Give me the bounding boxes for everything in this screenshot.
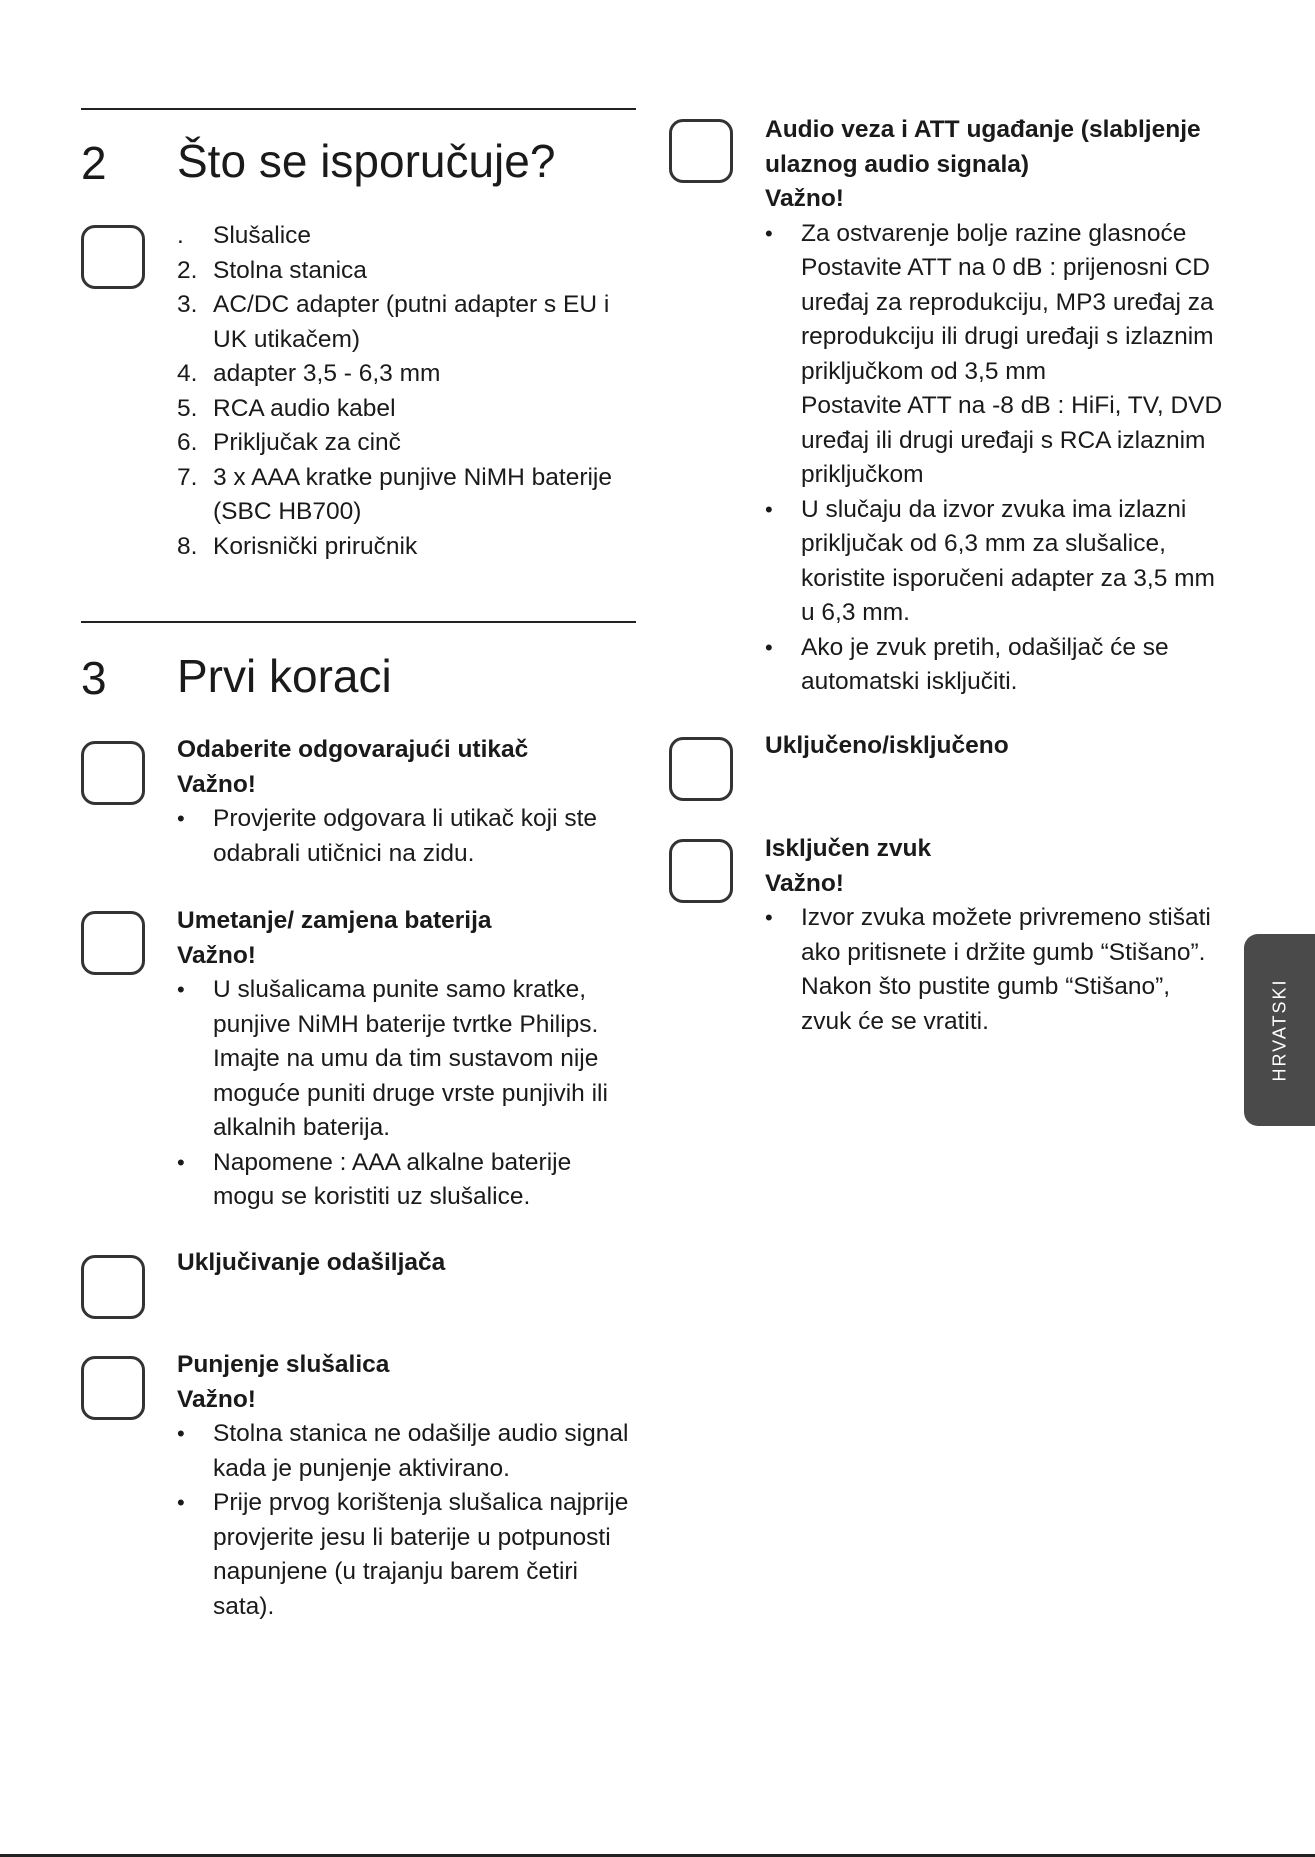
battery-bullet: • U slušalicama punite samo kratke, punjive NiMH baterije tvrtke Philips. Imajte na umu da tim sustavom nije moguće puniti druge vrste punjivih ili alkalnih baterija. — [177, 973, 637, 1146]
plug-checkbox-icon — [81, 741, 145, 805]
contents-item-text: Stolna stanica — [213, 256, 367, 284]
charging-section — [177, 1348, 637, 1624]
mute-bullet: • Izvor zvuka možete privremeno stišati ako pritisnete i držite gumb “Stišano”. Nakon što pustite gumb “Stišano”, zvuk će se vratiti. — [765, 901, 1225, 1039]
battery-important: Važno! — [177, 941, 256, 969]
contents-item-text: 3 x AAA kratke punjive NiMH baterije (SBC HB700) — [213, 463, 612, 525]
contents-item — [177, 288, 637, 357]
mute-section — [765, 832, 1225, 1039]
audio-bullet: • U slučaju da izvor zvuka ima izlazni priključak od 6,3 mm za slušalice, koristite isporučeni adapter za 3,5 mm u 6,3 mm. — [765, 493, 1225, 631]
contents-item-number: 7. — [177, 463, 198, 491]
contents-item-text: Priključak za cinč — [213, 429, 401, 456]
section-3-title: Prvi koraci — [177, 650, 392, 702]
audio-bullet-line: Postavite ATT na 0 dB : prijenosni CD uređaj za reprodukciju, MP3 uređaj za reprodukciju ili drugi uređaji s izlaznim priključkom od 3,5 mm — [801, 254, 1214, 385]
plug-bullet: • Provjerite odgovara li utikač koji ste odabrali utičnici na zidu. — [177, 802, 637, 871]
contents-item — [177, 461, 637, 530]
onoff-section — [765, 729, 1225, 764]
battery-section — [177, 904, 637, 1215]
transmitter-checkbox-icon — [81, 1255, 145, 1319]
mute-important: Važno! — [765, 869, 844, 897]
language-tab — [1244, 934, 1315, 1126]
contents-list — [177, 219, 637, 564]
contents-item-text: Slušalice — [213, 222, 312, 249]
contents-item — [177, 392, 637, 427]
mute-heading: Isključen zvuk — [765, 835, 932, 862]
section-2-title: Što se isporučuje? — [177, 135, 556, 187]
plug-section — [177, 733, 637, 871]
section-2-rule — [81, 108, 636, 110]
contents-item-number: 8. — [177, 532, 198, 560]
contents-item-text: RCA audio kabel — [213, 394, 396, 422]
audio-heading: Audio veza i ATT ugađanje (slabljenje ulaznog audio signala) — [765, 116, 1201, 178]
battery-bullet: • Napomene : AAA alkalne baterije mogu se koristiti uz slušalice. — [177, 1146, 637, 1215]
charging-bullet: • Prije prvog korištenja slušalica najprije provjerite jesu li baterije u potpunosti napunjene (u trajanju barem četiri sata). — [177, 1486, 637, 1624]
battery-heading: Umetanje/ zamjena baterija — [177, 907, 492, 934]
audio-section — [765, 113, 1225, 700]
contents-item — [177, 530, 637, 565]
audio-important: Važno! — [765, 185, 844, 212]
contents-item-number: 5. — [177, 394, 198, 422]
audio-bullet-line: • Za ostvarenje bolje razine glasnoće — [801, 219, 1187, 247]
section-3-number: 3 — [81, 652, 107, 704]
charging-important: Važno! — [177, 1385, 256, 1413]
contents-item — [177, 219, 637, 254]
contents-item — [177, 254, 637, 289]
contents-item — [177, 426, 637, 461]
section-2-number: 2 — [81, 137, 107, 189]
mute-checkbox-icon — [669, 839, 733, 903]
plug-heading: Odaberite odgovarajući utikač — [177, 736, 529, 763]
contents-item — [177, 357, 637, 392]
audio-bullet: • Ako je zvuk pretih, odašiljač će se automatski isključiti. — [765, 631, 1225, 700]
contents-item-number: 3. — [177, 291, 198, 318]
charging-heading: Punjenje slušalica — [177, 1351, 390, 1378]
contents-checkbox-icon — [81, 225, 145, 289]
audio-checkbox-icon — [669, 119, 733, 183]
onoff-heading: Uključeno/isključeno — [765, 732, 1009, 759]
contents-item-number: 6. — [177, 429, 198, 456]
contents-item-text: adapter 3,5 - 6,3 mm — [213, 360, 441, 387]
audio-bullet — [765, 217, 1225, 493]
plug-important: Važno! — [177, 770, 256, 798]
contents-item-number: 4. — [177, 360, 198, 387]
contents-item-text: AC/DC adapter (putni adapter s EU i UK utikačem) — [213, 291, 610, 353]
contents-item-number: . — [177, 222, 184, 249]
charging-bullet: • Stolna stanica ne odašilje audio signal kada je punjenje aktivirano. — [177, 1417, 637, 1486]
audio-bullet-line: Postavite ATT na -8 dB : HiFi, TV, DVD uređaj ili drugi uređaji s RCA izlaznim priključkom — [801, 392, 1223, 488]
transmitter-section — [177, 1246, 637, 1281]
language-tab-label: HRVATSKI — [1269, 978, 1289, 1082]
transmitter-heading: Uključivanje odašiljača — [177, 1249, 446, 1276]
contents-item-number: 2. — [177, 256, 198, 284]
onoff-checkbox-icon — [669, 737, 733, 801]
charging-checkbox-icon — [81, 1356, 145, 1420]
contents-item-text: Korisnički priručnik — [213, 532, 418, 560]
battery-checkbox-icon — [81, 911, 145, 975]
section-3-rule — [81, 621, 636, 623]
